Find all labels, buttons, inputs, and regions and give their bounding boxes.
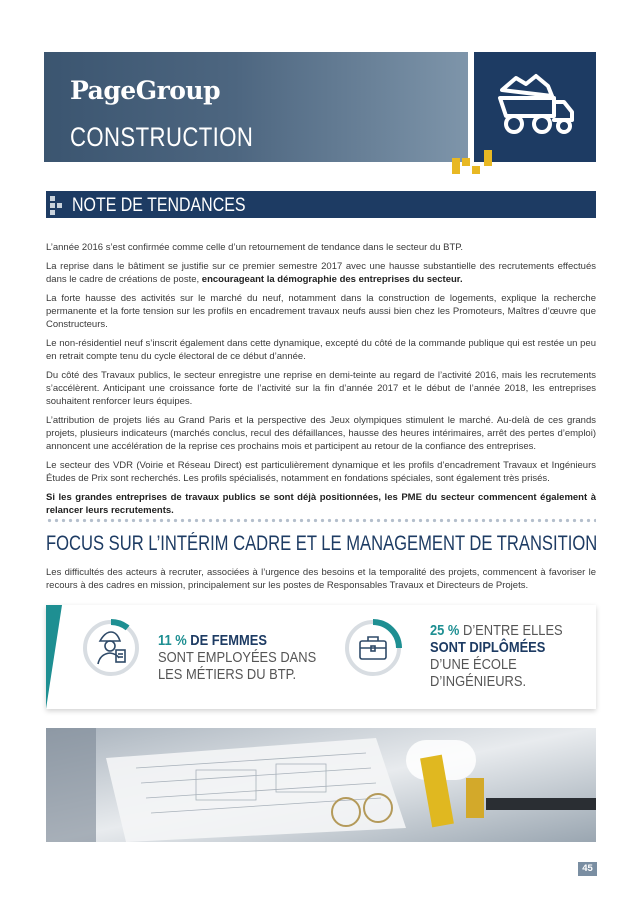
paragraph-7: Le secteur des VDR (Voirie et Réseau Direct) est particulièrement dynamique et les profils d’encadrement Travaux et Ingénieurs Études de Prix sont recherchés. Les profils spécialisés, notamment en fondations spéciales, sont également très prisés. [46, 460, 596, 484]
paragraph-2: La reprise dans le bâtiment se justifie sur ce premier semestre 2017 avec une hausse substantielle des recrutements effectués dans le cadre de créations de poste, encourageant la démographie des entreprises du secteur. [46, 261, 596, 285]
note-body [46, 241, 596, 523]
paragraph-3: La forte hausse des activités sur le marché du neuf, notamment dans la construction de logements, explique la recherche permanente et la forte tension sur les profils en encadrement travaux neufs aussi bien chez les Promoteurs, Maîtres d’œuvre que Constructeurs. [46, 293, 596, 330]
page-number: 45 [578, 862, 597, 876]
stats-panel [46, 605, 596, 709]
paragraph-6: L’attribution de projets liés au Grand Paris et la perspective des Jeux olympiques stimulent le marché. Au-delà de ces grands projets, plusieurs indicateurs (marchés conclus, recul des défaillances, hausse des heures intérimaires, arrêt des pertes d’emploi) annoncent une accélération de la reprise ces prochains mois et participent au retour de la confiance des entreprises. [46, 415, 596, 452]
construction-plans-photo [46, 728, 596, 842]
teal-accent [46, 605, 62, 709]
dump-truck-icon [496, 72, 576, 138]
stat-graduates: 25 % D’ENTRE ELLES SONT DIPLÔMÉES D’UNE ÉCOLE D’INGÉNIEURS. [430, 622, 563, 690]
paragraph-8: Si les grandes entreprises de travaux publics se sont déjà positionnées, les PME du secteur commencent également à relancer leurs recrutements. [46, 492, 596, 516]
brand-logo: PageGroup [70, 76, 221, 105]
header-banner [44, 52, 468, 162]
header-icon-box [474, 52, 596, 162]
decorative-dots [452, 150, 498, 174]
briefcase-icon [342, 617, 404, 679]
stat-women: 11 % DE FEMMES SONT EMPLOYÉES DANS LES MÉTIERS DU BTP. [158, 632, 317, 683]
note-title: NOTE DE TENDANCES [72, 195, 246, 216]
paragraph-1: L’année 2016 s’est confirmée comme celle d’un retournement de tendance dans le secteur du BTP. [46, 242, 464, 253]
focus-title: FOCUS SUR L’INTÉRIM CADRE ET LE MANAGEMENT DE TRANSITION [46, 532, 598, 555]
focus-text: Les difficultés des acteurs à recruter, associées à l’urgence des besoins et la temporalité des projets, commencent à favoriser le recours à des cadres en mission, principalement sur les postes de Responsables Travaux et Directeurs de Projets. [46, 567, 596, 591]
paragraph-4: Le non-résidentiel neuf s’inscrit également dans cette dynamique, excepté du côté de la commande publique qui est restée un peu en retrait compte tenu du cycle électoral de ce début d’année. [46, 338, 596, 362]
paragraph-5: Du côté des Travaux publics, le secteur enregistre une reprise en demi-teinte au regard de l’activité 2016, mais les recrutements s’accélèrent. Anticipant une croissance forte de l’activité sur la fin d’année 2017 et le début de l’année 2018, les entreprises souhaitent renforcer leurs équipes. [46, 370, 596, 407]
note-heading-bar [46, 191, 596, 218]
section-title: CONSTRUCTION [70, 122, 254, 152]
dotted-divider [46, 518, 596, 523]
worker-icon [80, 617, 142, 679]
